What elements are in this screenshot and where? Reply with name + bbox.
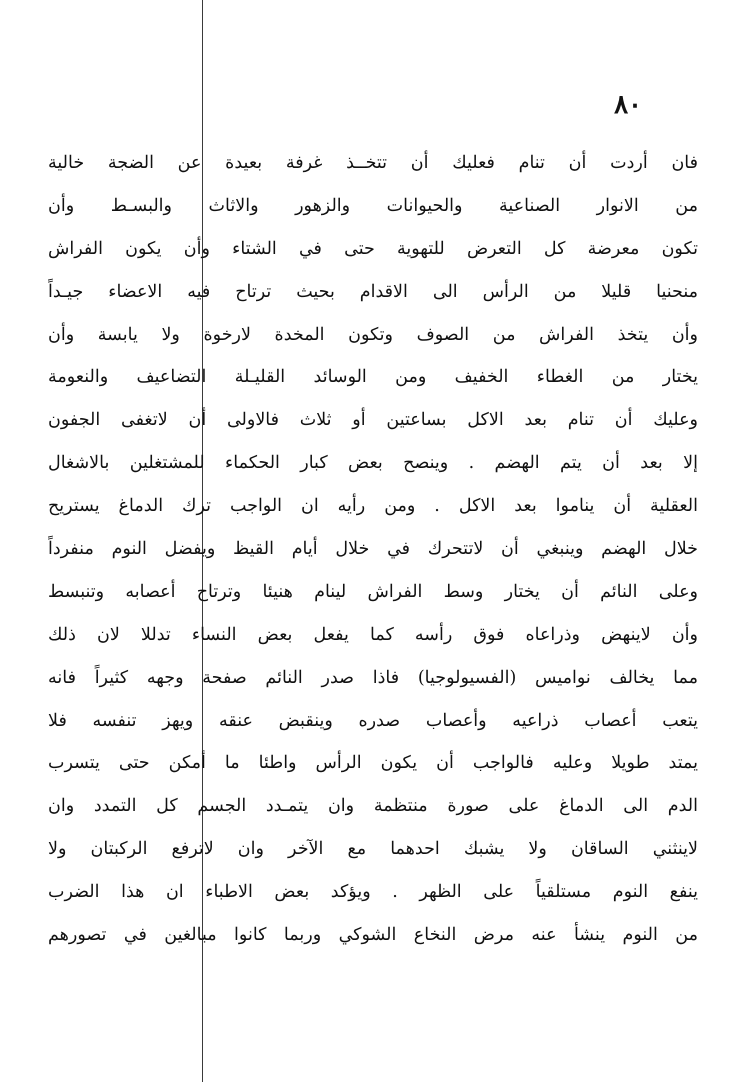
text-line: لاينثني الساقان ولا يشبك احدهما مع الآخر وان لاترفع الركبتان ولا — [48, 839, 698, 860]
text-line: وأن لاينهض وذراعاه فوق رأسه كما يفعل بعض النساء تدللا لان ذلك — [48, 624, 698, 645]
body-text — [48, 142, 698, 957]
text-line: يختار من الغطاء الخفيف ومن الوسائد القليـلة التضاعيف والنعومة — [48, 367, 698, 388]
text-line: فان أردت أن تنام فعليك أن تتخــذ غرفة بعيدة عن الضجة خالية — [48, 153, 698, 173]
text-line: خلال الهضم وينبغي أن لاتتحرك في خلال أيام القيظ ويفضل النوم منفرداً — [48, 539, 698, 560]
text-line: إلا بعد أن يتم الهضم . وينصح بعض كبار الحكماء للمشتغلين بالاشغال — [48, 453, 698, 474]
text-line: مما يخالف نواميس (الفسيولوجيا) فاذا صدر النائم صفحة وجهه كثيراً فانه — [48, 667, 698, 688]
text-line: يمتد طويلا وعليه فالواجب أن يكون الرأس واطئا ما أمكن حتى يتسرب — [48, 753, 698, 774]
page-number: ٨٠ — [614, 90, 642, 120]
text-line: وعليك أن تنام بعد الاكل بساعتين أو ثلاث فالاولى أن لاتغفى الجفون — [48, 410, 698, 431]
text-line: منحنيا قليلا من الرأس الى الاقدام بحيث ترتاح فيه الاعضاء جيـداً — [48, 281, 698, 302]
text-line: ينفع النوم مستلقياً على الظهر . ويؤكد بعض الاطباء ان هذا الضرب — [48, 882, 698, 903]
text-line: تكون معرضة كل التعرض للتهوية حتى في الشتاء وأن يكون الفراش — [48, 238, 698, 259]
text-line: وأن يتخذ الفراش من الصوف وتكون المخدة لارخوة ولا يابسة وأن — [48, 324, 698, 345]
text-line: وعلى النائم أن يختار وسط الفراش لينام هنيئا وترتاح أعصابه وتنبسط — [48, 581, 698, 602]
text-line: من النوم ينشأ عنه مرض النخاع الشوكي وربما كانوا مبالغين في تصورهم — [48, 925, 698, 946]
text-line: الدم الى الدماغ على صورة منتظمة وان يتمـدد الجسم كل التمدد وان — [48, 796, 698, 817]
text-line: يتعب أعصاب ذراعيه وأعصاب صدره وينقبض عنقه ويهز تنفسه فلا — [48, 710, 698, 731]
text-line: العقلية أن يناموا بعد الاكل . ومن رأيه ان الواجب ترك الدماغ يستريح — [48, 496, 698, 517]
text-line: من الانوار الصناعية والحيوانات والزهور والاثاث والبسـط وأن — [48, 195, 698, 216]
